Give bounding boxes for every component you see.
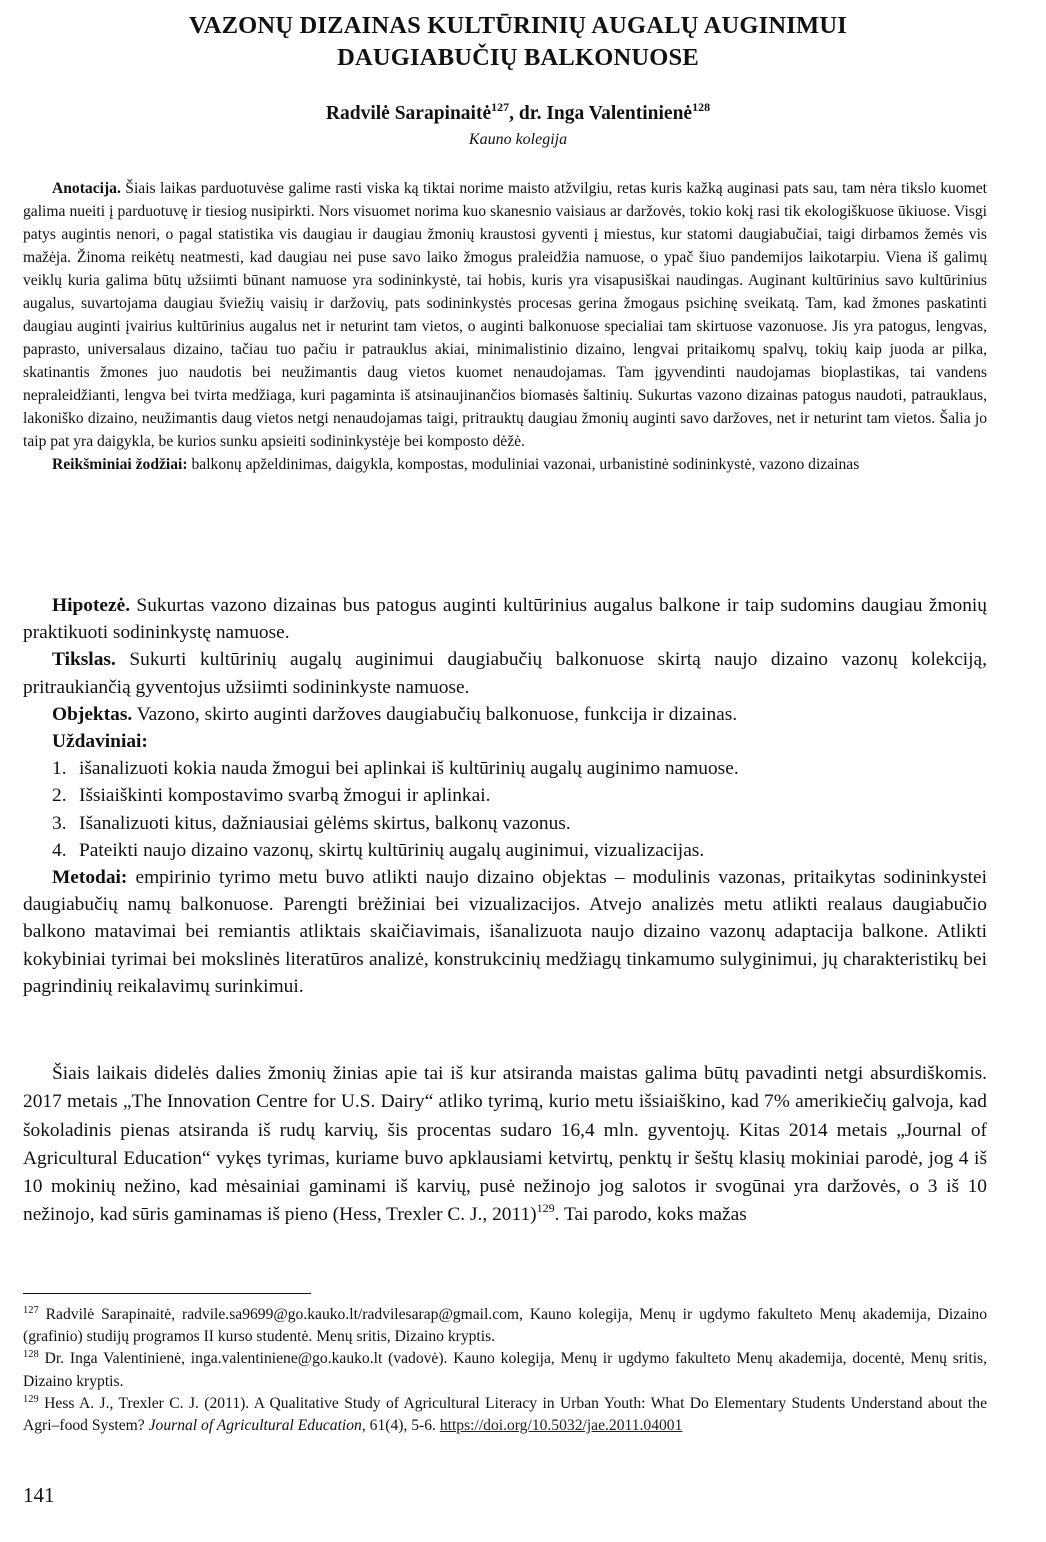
goal-text: Sukurti kultūrinių augalų auginimui daugiabučių balkonuose skirtą naujo dizaino vazonų kolekciją, pritraukiančią gyventojus užsiimti sodininkyste namuose. <box>23 649 987 698</box>
abstract-label: Anotacija. <box>52 180 121 197</box>
footnote-128-number: 128 <box>23 1349 39 1361</box>
author-1-footnote-ref[interactable]: 127 <box>491 100 510 114</box>
object-paragraph <box>23 701 987 728</box>
footnote-129-text: Hess A. J., Trexler C. J. (2011). A Qualitative Study of Agricultural Literacy in Urban Youth: What Do Elementary Students Understand about the Agri–food System? <box>23 1394 987 1435</box>
author-2: dr. Inga Valentinienė <box>518 103 693 124</box>
footnote-127 <box>23 1304 987 1348</box>
keywords-paragraph <box>23 453 987 476</box>
task-item <box>23 755 987 782</box>
task-item <box>23 810 987 837</box>
research-design <box>23 592 987 1000</box>
abstract-text: Šiais laikas parduotuvėse galime rasti viska ką tiktai norime maisto atžvilgiu, retas kuris kažką auginasi pats sau, tam nėra tikslo kuomet galima nueiti į parduotuvę ir tiesiog nusipirkti. Nors visuomet norima kuo skanesnio vaisiaus ar daržovės, tokio kokį rasi tik ekologiškuose ūkiuose. Visgi patys augintis nenori, o pagal statistika vis daugiau ir daugiau žmonių kraustosi gyventi į miestus, kur statomi daugiabučiai, taigi dirbamos žemės vis mažėja. Žinoma reikėtų neatmesti, kad daugiau nei puse savo laiko žmogus praleidžia namuose, o ypač šiuo pandemijos laikotarpiu. Viena iš galimų veiklų kuria galima būtų užsiimti būnant namuose yra sodininkystė, tai hobis, kuris yra visapusiškai naudingas. Auginant kultūrinius savo kultūrinius augalus, suvartojama daugiau šviežių vaisių ir daržovių, pats sodininkystės procesas gerina žmogaus psichinę sveikatą. Tam, kad žmones paskatinti daugiau auginti įvairius kultūrinius augalus net ir neturint tam vietos, o auginti balkonuose specialiai tam skirtuose vazonuose. Jis yra patogus, lengvas, paprasto, universalaus dizaino, tačiau tuo pačiu ir patrauklus akiai, minimalistinio dizaino, lengvai pritaikomų spalvų, tokių kaip juoda ar pilka, skatinantis žmones juo naudotis bei neužimantis daug vietos kuomet nenaudojamas. Tam įgyvendinti naudojamas bioplastikas, tai vandens nepraleidžianti, lengva bei tvirta medžiaga, kuri pagaminta iš atsinaujinančios biomasės šaltinių. Sukurtas vazono dizainas patogus naudoti, patrauklaus, lakoniško dizaino, neužimantis daug vietos netgi nenaudojamas taigi, pritrauktų daugiau žmonių auginti savo daržoves, net ir neturint tam vietos. Šalia jo taip pat yra daigykla, be kurios sunku apsieiti sodininkystėje bei komposto dėžė. <box>23 180 987 450</box>
footnote-127-text: Radvilė Sarapinaitė, radvile.sa9699@go.kauko.lt/radvilesarap@gmail.com, Kauno kolegija, Menų ir ugdymo fakulteto Menų akademija, Dizaino (grafinio) studijų programos II kurso studentė. Menų sritis, Dizaino kryptis. <box>23 1306 987 1346</box>
footnote-127-number: 127 <box>23 1305 39 1316</box>
intro-paragraph <box>23 1060 987 1230</box>
methods-label: Metodai: <box>52 867 128 889</box>
object-label: Objektas. <box>52 703 133 725</box>
keywords-text: balkonų apželdinimas, daigykla, kompostas, moduliniai vazonai, urbanistinė sodininkystė, vazono dizainas <box>187 456 860 473</box>
paper-title <box>23 10 1013 74</box>
intro-tail: . Tai parodo, koks mažas <box>554 1204 747 1226</box>
task-number: 2. <box>52 785 67 807</box>
footnote-129 <box>23 1393 987 1437</box>
tasks-heading-paragraph <box>23 728 987 755</box>
task-number: 3. <box>52 812 67 834</box>
task-number: 4. <box>52 839 67 861</box>
author-2-footnote-ref[interactable]: 128 <box>692 100 711 114</box>
footnote-129-details: , 61(4), 5-6. <box>361 1417 440 1435</box>
methods-text: empirinio tyrimo metu buvo atlikti naujo dizaino objektas – modulinis vazonas, pritaikytas sodininkystei daugiabučių namų balkonuose. Parengti brėžiniai bei vizualizacijos. Atvejo analizės metu atlikti realaus daugiabučio balkono matavimai bei remiantis atliktais skaičiavimais, išanalizuota naujo dizaino vazonų adaptacija balkone. Atlikti kokybiniai tyrimai bei mokslinės literatūros analizė, konstrukcinių medžiagų tinkamumo sulyginimui, jų charakteristikų bei pagrindinių reikalavimų surinkimui. <box>23 867 987 997</box>
hypothesis-paragraph <box>23 592 987 646</box>
keywords-label: Reikšminiai žodžiai: <box>52 456 188 473</box>
task-text: Išanalizuoti kitus, dažniausiai gėlėms skirtus, balkonų vazonus. <box>79 812 571 834</box>
footnote-separator <box>23 1293 311 1294</box>
doi-link[interactable]: https://doi.org/10.5032/jae.2011.04001 <box>439 1417 683 1435</box>
author-line <box>23 102 1013 126</box>
tasks-list <box>23 755 987 864</box>
methods-paragraph <box>23 864 987 1000</box>
footnotes <box>23 1304 987 1437</box>
hypothesis-label: Hipotezė. <box>52 595 131 616</box>
footnote-128-text: Dr. Inga Valentinienė, inga.valentiniene@go.kauko.lt (vadovė). Kauno kolegija, Menų ir ugdymo fakulteto Menų akademija, docentė, Menų sritis, Dizaino kryptis. <box>23 1350 987 1390</box>
title-line-2: DAUGIABUČIŲ BALKONUOSE <box>337 44 699 71</box>
title-line-1: VAZONŲ DIZAINAS KULTŪRINIŲ AUGALŲ AUGINIMUI <box>189 12 847 39</box>
tasks-label: Uždaviniai: <box>52 731 148 753</box>
abstract <box>23 177 987 476</box>
intro-footnote-ref[interactable]: 129 <box>536 1201 555 1216</box>
author-1: Radvilė Sarapinaitė <box>325 103 492 124</box>
footnote-128 <box>23 1348 987 1392</box>
task-item <box>23 782 987 809</box>
hypothesis-text: Sukurtas vazono dizainas bus patogus auginti kultūrinius augalus balkone ir taip sudomins daugiau žmonių praktikuoti sodininkystę namuose. <box>23 595 987 644</box>
task-text: Išsiaiškinti kompostavimo svarbą žmogui ir aplinkai. <box>79 785 491 807</box>
footnote-129-journal: Journal of Agricultural Education <box>148 1417 362 1435</box>
task-item <box>23 837 987 864</box>
object-text: Vazono, skirto auginti daržoves daugiabučių balkonuose, funkcija ir dizainas. <box>132 703 738 725</box>
goal-paragraph <box>23 646 987 700</box>
page-number: 141 <box>23 1483 55 1507</box>
author-separator: , <box>509 103 519 124</box>
task-text: išanalizuoti kokia nauda žmogui bei aplinkai iš kultūrinių augalų auginimo namuose. <box>79 758 739 780</box>
affiliation: Kauno kolegija <box>468 131 568 148</box>
intro-text: Šiais laikais didelės dalies žmonių žinias apie tai iš kur atsiranda maistas galima būtų pavadinti netgi absurdiškomis. 2017 metais „The Innovation Centre for U.S. Dairy“ atliko tyrimą, kurio metu išsiaiškino, kad 7% amerikiečių galvoja, kad šokoladinis pienas atsiranda iš rudų karvių, šis procentas sudaro 16,4 mln. gyventojų. Kitas 2014 metais „Journal of Agricultural Education“ vykęs tyrimas, kuriame buvo apklausiami ketvirtų, penktų ir šeštų klasių mokiniai parodė, jog 4 iš 10 mokinių nežino, kad mėsainiai gaminami iš karvių, pusė nežinojo jog salotos ir svogūnai yra daržovės, o 3 iš 10 nežinojo, kad sūris gaminamas iš pieno (Hess, Trexler C. J., 2011) <box>23 1063 987 1226</box>
task-number: 1. <box>52 758 67 780</box>
task-text: Pateikti naujo dizaino vazonų, skirtų kultūrinių augalų auginimui, vizualizacijas. <box>79 839 705 861</box>
goal-label: Tikslas. <box>52 649 116 671</box>
abstract-paragraph <box>23 177 987 453</box>
footnote-129-number: 129 <box>23 1393 39 1405</box>
introduction <box>23 1060 987 1230</box>
